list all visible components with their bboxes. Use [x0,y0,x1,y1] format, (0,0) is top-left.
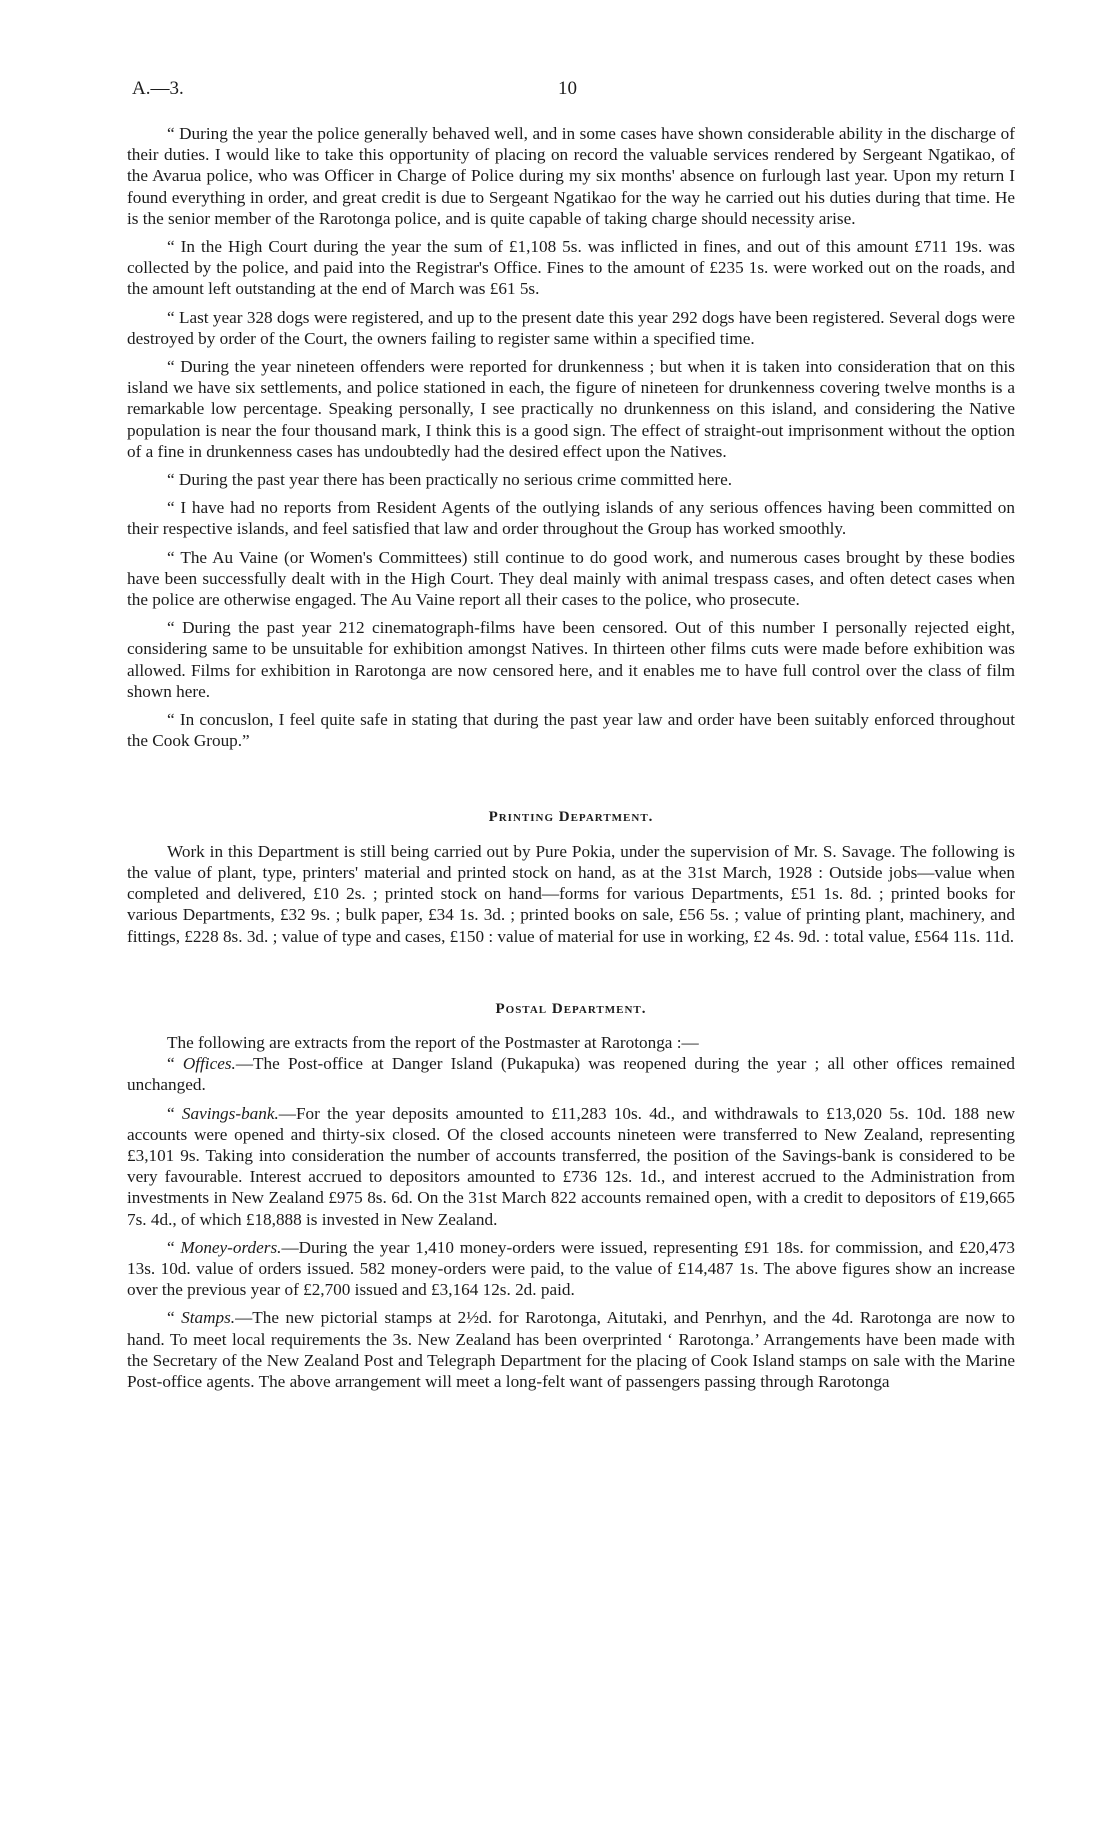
paragraph-dog-registration: “ Last year 328 dogs were registered, and up to the present date this year 292 dogs have been registered. Several dogs were destroyed by order of the Court, the owners failing to register same within a specified time. [127,307,1015,348]
page-number: 10 [558,78,577,99]
page-header [132,78,1012,106]
paragraph-postal-savings-bank [127,1103,1015,1230]
paragraph-postal-stamps [127,1307,1015,1392]
paragraph-film-censorship: “ During the past year 212 cinematograph-films have been censored. Out of this number I personally rejected eight, considering same to be unsuitable for exhibition amongst Natives. In thirteen other films cuts were made before exhibition was allowed. Films for exhibition in Rarotonga are now censored here, and it enables me to have full control over the class of film shown here. [127,618,1015,701]
paragraph-conclusion: “ In concuslon, I feel quite safe in stating that during the past year law and order have been suitably enforced throughout the Cook Group.” [127,710,1015,751]
run-in-heading-money-orders: Money-orders. [180,1237,282,1257]
paragraph-police-conduct: “ During the year the police generally behaved well, and in some cases have shown considerable ability in the discharge of their duties. I would like to take this opportunity of placing on record the valuable services rendered by Sergeant Ngatikao, of the Avarua police, who was Officer in Charge of Police during my six months' absence on furlough last year. Upon my return I found everything in order, and great credit is due to Sergeant Ngatikao for the way he carried out his duties during that time. He is the senior member of the Rarotonga police, and is quite capable of taking charge should necessity arise. [127,124,1015,228]
section-heading-postal-department: Postal Department. [495,1000,647,1017]
paragraph-serious-crime: “ During the past year there has been practically no serious crime committed here. [167,470,733,490]
section-heading-printing-department: Printing Department. [488,809,654,826]
offices-text: —The Post-office at Danger Island (Pukapuka) was reopened during the year ; all other offices remained unchanged. [127,1054,1015,1095]
run-in-heading-stamps: Stamps. [181,1308,236,1328]
savings-bank-text: —For the year deposits amounted to £11,283 10s. 4d., and withdrawals to £13,020 5s. 10d. 188 new accounts were opened and thirty-six closed. Of the closed accounts nineteen were transferred to New Zealand, representing £3,101 9s. Taking into consideration the number of accounts transferred, the position of the Savings-bank is considered to be very favourable. Interest accrued to depositors amounted to £736 12s. 1d., and interest accrued to the Administration from investments in New Zealand £975 8s. 6d. On the 31st March 822 accounts remained open, with a credit to depositors of £19,665 7s. 4d., of which £18,888 is invested in New Zealand. [127,1103,1015,1229]
money-orders-text: —During the year 1,410 money-orders were issued, representing £91 18s. for commission, and £20,473 13s. 10d. value of orders issued. 582 money-orders were paid, to the value of £14,487 1s. The above figures show an increase over the previous year of £2,700 issued and £3,164 12s. 2d. paid. [127,1237,1015,1300]
document-reference: A.—3. [132,78,184,99]
paragraph-au-vaine: “ The Au Vaine (or Women's Committees) still continue to do good work, and numerous cases brought by these bodies have been successfully dealt with in the High Court. They deal mainly with animal trespass cases, and often detect cases when the police are otherwise engaged. The Au Vaine report all their cases to the police, who prosecute. [127,547,1015,610]
run-in-heading-savings-bank: Savings-bank. [181,1103,279,1123]
opening-quote: “ [167,1237,181,1257]
opening-quote: “ [167,1308,182,1328]
opening-quote: “ [167,1103,182,1123]
paragraph-high-court-fines: “ In the High Court during the year the sum of £1,108 5s. was inflicted in fines, and out of this amount £711 19s. was collected by the police, and paid into the Registrar's Office. Fines to the amount of £235 1s. were worked out on the roads, and the amount left outstanding at the end of March was £61 5s. [127,237,1015,299]
paragraph-drunkenness: “ During the year nineteen offenders were reported for drunkenness ; but when it is taken into consideration that on this island we have six settlements, and police stationed in each, the figure of nineteen for drunkenness covering twelve months is a remarkable low percentage. Speaking personally, I see practically no drunkenness on this island, and considering the Native population is near the four thousand mark, I think this is a good sign. The effect of straight-out imprisonment without the option of a fine in drunkenness cases has undoubtedly had the desired effect upon the Natives. [127,357,1015,461]
page-body [127,123,1015,1399]
paragraph-outlying-islands: “ I have had no reports from Resident Agents of the outlying islands of any serious offences having been committed on their respective islands, and feel satisfied that law and order throughout the Group has worked smoothly. [127,498,1015,539]
stamps-text: —The new pictorial stamps at 2½d. for Rarotonga, Aitutaki, and Penrhyn, and the 4d. Rarotonga are now to hand. To meet local requirements the 3s. New Zealand has been overprinted ‘ Rarotonga.’ Arrangements have been made with the Secretary of the New Zealand Post and Telegraph Department for the placing of Cook Island stamps on sale with the Marine Post-office agents. The above arrangement will meet a long-felt want of passengers passing through Rarotonga [127,1308,1015,1391]
paragraph-postal-intro: The following are extracts from the report of the Postmaster at Rarotonga :— [167,1032,699,1052]
run-in-heading-offices: Offices. [182,1054,236,1074]
paragraph-postal-offices [127,1053,1015,1095]
opening-quote: “ [167,1054,183,1074]
paragraph-printing-department: Work in this Department is still being carried out by Pure Pokia, under the supervision of Mr. S. Savage. The following is the value of plant, type, printers' material and printed stock on hand, as at the 31st March, 1928 : Outside jobs—value when completed and delivered, £10 2s. ; printed stock on hand—forms for various Departments, £51 1s. 8d. ; printed books for various Departments, £32 9s. ; bulk paper, £34 1s. 3d. ; printed books on sale, £56 5s. ; value of printing plant, machinery, and fittings, £228 8s. 3d. ; value of type and cases, £150 : value of material for use in working, £2 4s. 9d. : total value, £564 11s. 11d. [127,841,1015,946]
paragraph-postal-money-orders [127,1237,1015,1301]
